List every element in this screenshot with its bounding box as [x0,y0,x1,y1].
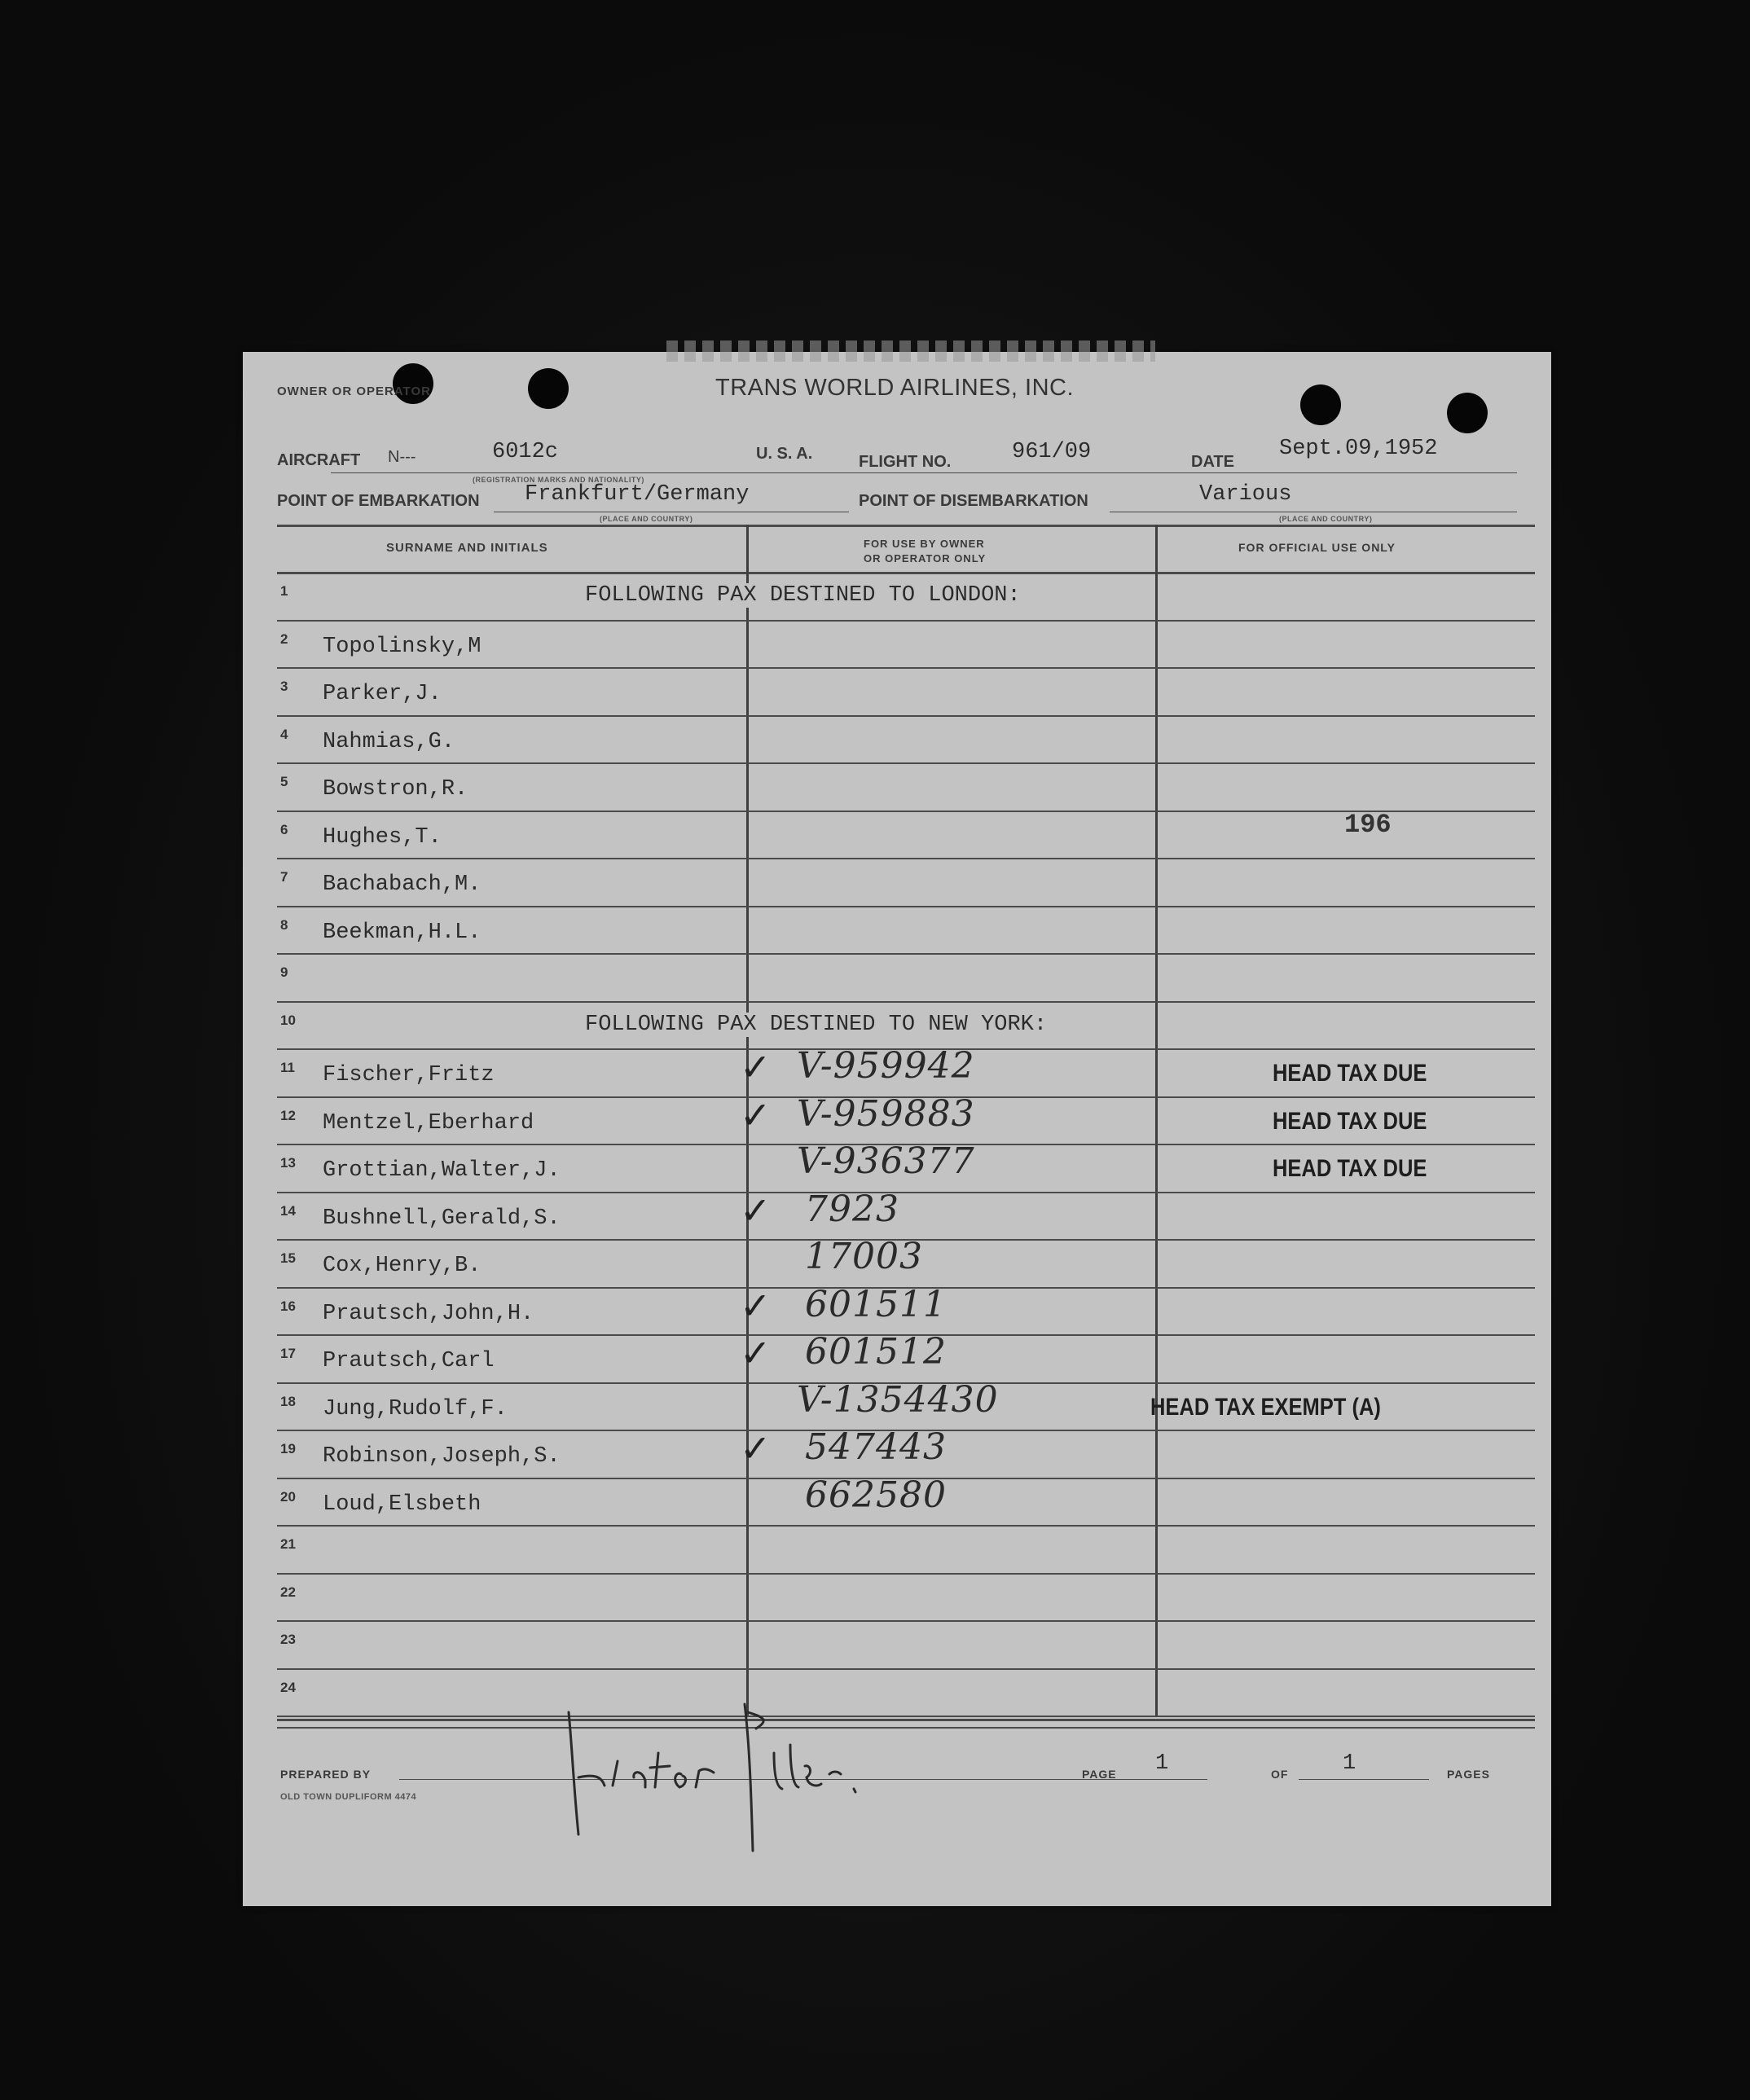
column-owner-line2: OR OPERATOR ONLY [864,552,987,565]
of-line [1299,1779,1429,1780]
visa-number: 601512 [805,1331,947,1373]
row-number: 15 [280,1250,296,1266]
flight-date: Sept.09,1952 [1279,437,1438,461]
row-number: 12 [280,1107,296,1123]
flight-label: FLIGHT NO. [859,453,952,471]
row-number: 22 [280,1584,296,1600]
row-number: 13 [280,1155,296,1171]
row-number: 14 [280,1202,296,1219]
check-mark-icon: ✓ [740,1188,772,1232]
check-mark-icon: ✓ [740,1045,772,1089]
row-number: 24 [280,1679,296,1695]
embarkation-label: POINT OF EMBARKATION [277,492,480,510]
table-top-rule [277,525,1535,527]
head-tax-stamp: HEAD TAX EXEMPT (A) [1150,1393,1381,1421]
passenger-name: Grottian,Walter,J. [323,1158,561,1183]
form-code: OLD TOWN DUPLIFORM 4474 [280,1792,417,1802]
official-number: 196 [1344,810,1392,840]
passenger-name: Jung,Rudolf,F. [323,1396,508,1421]
passenger-name: Mentzel,Eberhard [323,1110,534,1136]
visa-number: 17003 [805,1236,923,1277]
row-number: 16 [280,1298,296,1314]
passenger-name: Prautsch,Carl [323,1349,495,1373]
check-mark-icon: ✓ [740,1331,772,1375]
row-number: 8 [280,916,288,933]
row-rule [277,906,1535,907]
row-number: 7 [280,869,288,885]
visa-number: V-1354430 [797,1378,999,1421]
section-heading: FOLLOWING PAX DESTINED TO LONDON: [585,583,1021,608]
head-tax-stamp: HEAD TAX DUE [1273,1060,1427,1087]
row-number: 4 [280,726,288,742]
row-rule [277,1525,1535,1527]
passenger-name: Nahmias,G. [323,729,455,754]
row-rule [277,667,1535,669]
table-bottom-rule [277,1719,1535,1721]
disembarkation-label: POINT OF DISEMBARKATION [859,492,1088,510]
section-heading: FOLLOWING PAX DESTINED TO NEW YORK: [585,1012,1048,1037]
registration-caption: (REGISTRATION MARKS AND NATIONALITY) [473,476,644,484]
row-rule [277,715,1535,717]
row-rule [277,620,1535,622]
aircraft-registration: 6012c [492,440,559,464]
aircraft-label: AIRCRAFT [277,451,361,469]
row-number: 23 [280,1632,296,1647]
passenger-name: Parker,J. [323,682,442,706]
row-number: 11 [280,1060,295,1075]
passenger-name: Beekman,H.L. [323,920,481,945]
visa-number: 7923 [805,1188,899,1230]
prepared-by-label: PREPARED BY [280,1768,372,1781]
visa-number: V-936377 [797,1140,975,1182]
passenger-name: Bowstron,R. [323,777,468,802]
passenger-name: Bushnell,Gerald,S. [323,1206,561,1231]
passenger-manifest-sheet [243,352,1551,1906]
row-rule [277,858,1535,859]
column-owner-line1: FOR USE BY OWNER [864,538,985,550]
disembarkation-value: Various [1199,482,1292,507]
page-label: PAGE [1082,1768,1117,1781]
check-mark-icon: ✓ [740,1092,772,1137]
aircraft-prefix: N--- [388,448,416,466]
row-number: 1 [280,583,288,599]
table-bottom-rule-2 [277,1727,1535,1729]
row-number: 6 [280,821,288,837]
row-rule [277,1192,1535,1193]
row-rule [277,1001,1535,1003]
flight-number: 961/09 [1012,440,1092,464]
page-number: 1 [1155,1751,1169,1776]
row-number: 3 [280,679,288,694]
row-rule [277,1716,1535,1717]
row-number: 19 [280,1441,296,1456]
column-divider-2 [1155,525,1158,1717]
row-rule [277,953,1535,955]
table-header-rule [277,572,1535,574]
airline-name: TRANS WORLD AIRLINES, INC. [715,375,1075,401]
row-rule [277,762,1535,764]
row-number: 18 [280,1393,296,1409]
row-number: 9 [280,964,288,980]
row-number: 10 [280,1012,296,1028]
row-number: 2 [280,630,288,647]
row-number: 17 [280,1346,296,1361]
passenger-name: Loud,Elsbeth [323,1492,481,1517]
passenger-name: Prautsch,John,H. [323,1301,534,1326]
passenger-name: Hughes,T. [323,824,442,850]
passenger-name: Fischer,Fritz [323,1063,495,1087]
punch-hole-2 [528,368,569,409]
signature [561,1696,903,1863]
column-official: FOR OFFICIAL USE ONLY [1238,541,1396,554]
faded-form-title [666,340,1155,362]
pages-label: PAGES [1447,1768,1490,1781]
visa-number: V-959942 [797,1045,975,1087]
row-rule [277,1620,1535,1622]
owner-label: OWNER OR OPERATOR [277,384,431,398]
page-line [1126,1779,1207,1780]
check-mark-icon: ✓ [740,1426,772,1470]
usa-label: U. S. A. [756,445,813,463]
disembarkation-caption: (PLACE AND COUNTRY) [1279,515,1373,523]
page-total: 1 [1343,1751,1356,1776]
head-tax-stamp: HEAD TAX DUE [1273,1107,1427,1135]
passenger-name: Topolinsky,M [323,634,481,659]
column-surname: SURNAME AND INITIALS [386,541,548,555]
visa-number: 601511 [805,1283,947,1325]
row-rule [277,1573,1535,1575]
check-mark-icon: ✓ [740,1283,772,1328]
head-tax-stamp: HEAD TAX DUE [1273,1155,1427,1182]
of-label: OF [1271,1768,1289,1781]
passenger-name: Bachabach,M. [323,872,481,897]
visa-number: V-959883 [797,1092,975,1135]
passenger-name: Cox,Henry,B. [323,1254,481,1278]
embarkation-value: Frankfurt/Germany [525,482,750,507]
punch-hole-3 [1300,384,1341,425]
row-number: 5 [280,774,288,789]
passenger-name: Robinson,Joseph,S. [323,1444,561,1469]
row-rule [277,1668,1535,1670]
row-number: 21 [280,1536,296,1552]
visa-number: 547443 [805,1426,947,1468]
embarkation-caption: (PLACE AND COUNTRY) [600,515,693,523]
date-label: DATE [1191,453,1234,471]
punch-hole-4 [1447,393,1488,433]
row-number: 20 [280,1488,296,1505]
header-line-1 [331,472,1517,473]
signature-scribble [561,1696,903,1859]
visa-number: 662580 [805,1474,947,1516]
